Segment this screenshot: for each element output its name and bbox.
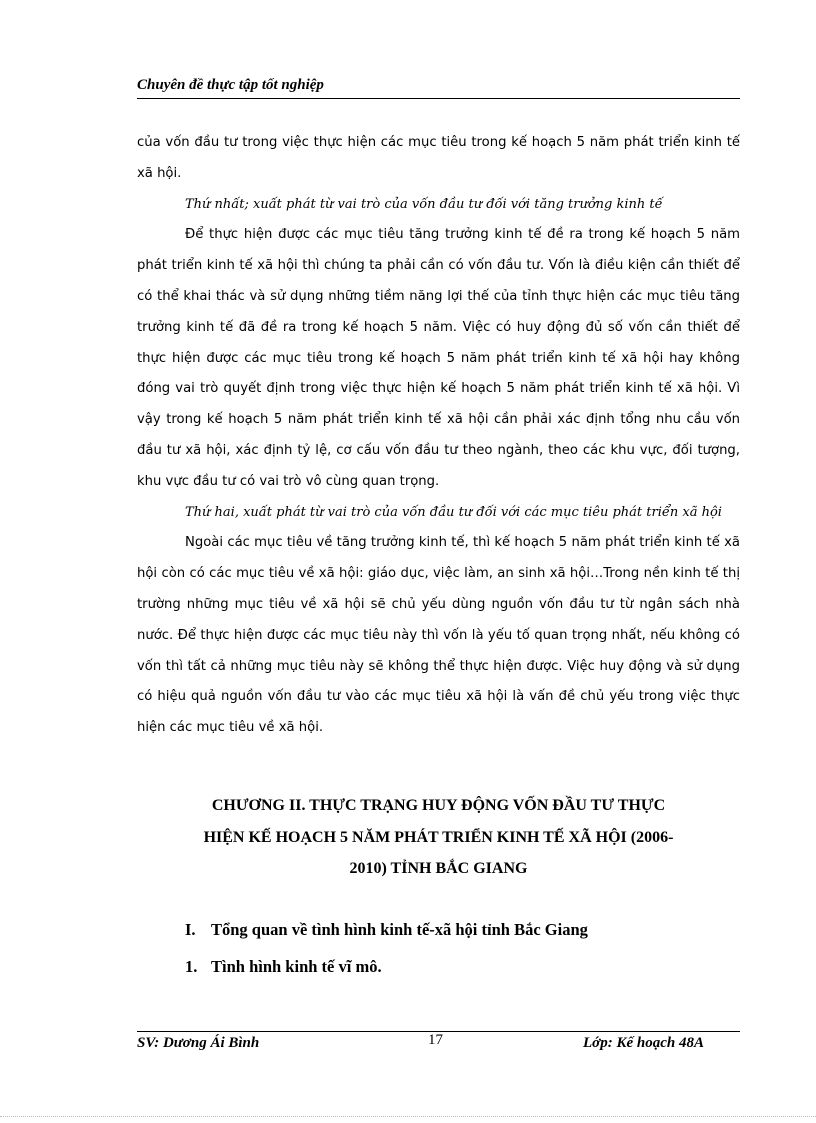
- page-number: 17: [428, 1032, 443, 1048]
- body-text: [137, 128, 740, 744]
- paragraph: của vốn đầu tư trong việc thực hiện các mục tiêu trong kế hoạch 5 năm phát triển kinh tế xã hội.: [137, 135, 740, 181]
- chapter-title: [137, 790, 740, 885]
- chapter-title-line: CHƯƠNG II. THỰC TRẠNG HUY ĐỘNG VỐN ĐẦU TƯ THỰC: [211, 797, 666, 814]
- subsection-heading: [185, 957, 382, 977]
- footer-student-name: SV: Dương Ái Bình: [137, 1035, 260, 1051]
- footer-class-name: Lớp: Kế hoạch 48A: [583, 1035, 704, 1051]
- paragraph: Để thực hiện được các mục tiêu tăng trưởng kinh tế đề ra trong kế hoạch 5 năm phát triển kinh tế xã hội thì chúng ta phải cần có vốn đầu tư. Vốn là điều kiện cần thiết để có thể khai thác và sử dụng những tiềm năng lợi thế của tỉnh thực hiện các mục tiêu tăng trưởng kinh tế đã đề ra trong kế hoạch 5 năm. Việc có huy động đủ số vốn cần thiết để thực hiện được các mục tiêu trong kế hoạch 5 năm phát triển kinh tế xã hội hay không đóng vai trò quyết định trong việc thực hiện kế hoạch 5 năm phát triển kinh tế xã hội. Vì vậy trong kế hoạch 5 năm phát triển kinh tế xã hội cần phải xác định tổng nhu cầu vốn đầu tư xã hội, xác định tỷ lệ, cơ cấu vốn đầu tư theo ngành, theo các khu vực, đối tượng, khu vực đầu tư có vai trò vô cùng quan trọng.: [137, 227, 740, 489]
- page-header: Chuyên đề thực tập tốt nghiệp: [137, 74, 740, 99]
- page-break-divider: [0, 1116, 816, 1117]
- section-heading: [185, 920, 588, 940]
- section-number: I.: [185, 920, 196, 939]
- chapter-title-line: 2010) TỈNH BẮC GIANG: [349, 860, 528, 877]
- paragraph: Ngoài các mục tiêu về tăng trưởng kinh tế, thì kế hoạch 5 năm phát triển kinh tế xã hội còn có các mục tiêu về xã hội: giáo dục, việc làm, an sinh xã hội…Trong nền kinh tế thị trường những mục tiêu về xã hội sẽ chủ yếu dùng nguồn vốn đầu tư từ ngân sách nhà nước. Để thực hiện được các mục tiêu này thì vốn là yếu tố quan trọng nhất, nếu không có vốn thì tất cả những mục tiêu này sẽ không thể thực hiện được. Việc huy động và sử dụng có hiệu quả nguồn vốn đầu tư vào các mục tiêu xã hội là vấn đề chủ yếu trong việc thực hiện các mục tiêu về xã hội.: [137, 535, 740, 736]
- section-heading-text: Tổng quan về tình hình kinh tế-xã hội tỉnh Bắc Giang: [211, 920, 588, 939]
- subsection-heading-text: Tình hình kinh tế vĩ mô.: [211, 957, 382, 976]
- italic-subheading: Thứ nhất; xuất phát từ vai trò của vốn đầu tư đối với tăng trưởng kinh tế: [185, 196, 663, 212]
- subsection-number: 1.: [185, 957, 198, 976]
- italic-subheading: Thứ hai, xuất phát từ vai trò của vốn đầu tư đối với các mục tiêu phát triển xã hội: [185, 504, 722, 520]
- chapter-title-line: HIỆN KẾ HOẠCH 5 NĂM PHÁT TRIỂN KINH TẾ XÃ HỘI (2006-: [203, 828, 674, 846]
